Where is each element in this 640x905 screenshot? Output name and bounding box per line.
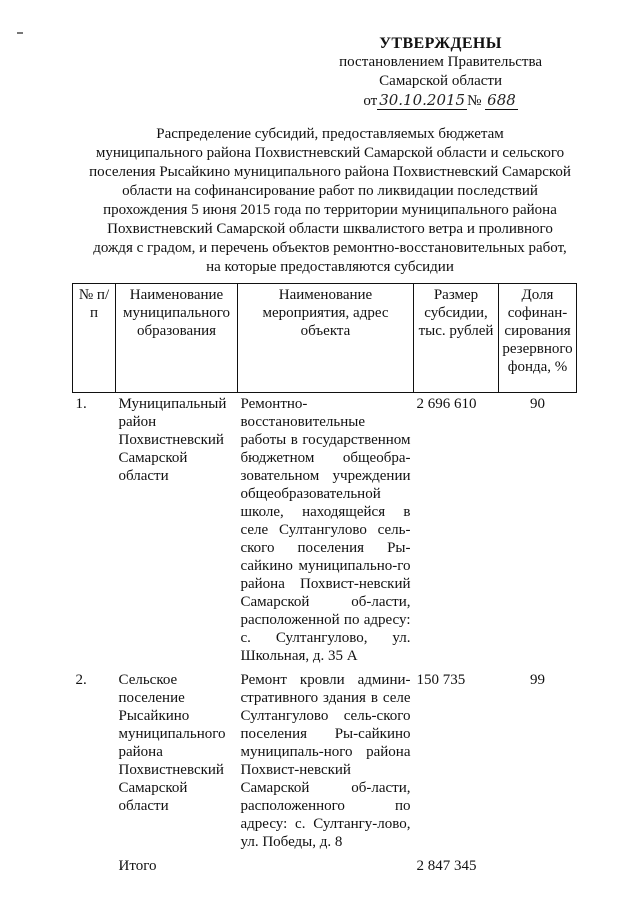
header-num: № п/п: [73, 284, 116, 393]
header-municipality: Наименование муниципального образования: [116, 284, 238, 393]
corner-mark: [17, 32, 23, 34]
heading-line: Похвистневский Самарской области шквалистого ветра и проливного: [107, 221, 553, 237]
heading-line: дождя с градом, и перечень объектов ремонтно-восстановительных работ,: [93, 240, 567, 256]
row-amount: 2 696 610: [416, 396, 477, 412]
row-municipality: Муниципальный район Похвистневский Самарской области: [118, 396, 227, 484]
row-amount: 150 735: [416, 672, 466, 688]
row-measure: Ремонтно-восстановительные работы в государственном бюджетном общеобра-зовательном учреждении общеобразовательной школе, находящейся в селе Султангулово сель-ского поселения Ры-сайкино муниципально-го района Похвист-невский Самарской об-ласти, расположенной по адресу: с. Султангулово, ул. Школьная, д. 35 А: [240, 396, 411, 664]
row-num: 2.: [75, 672, 87, 688]
row-share: 99: [530, 672, 545, 688]
row-num: 1.: [75, 396, 87, 412]
row-share: 90: [530, 396, 545, 412]
approval-dateline: [339, 91, 542, 111]
heading-line: поселения Рысайкино муниципального района Похвистневский Самарской: [89, 164, 571, 180]
number-prefix: №: [467, 93, 482, 109]
heading-line: прохождения 5 июня 2015 года по территории муниципального района: [103, 202, 557, 218]
approval-title: УТВЕРЖДЕНЫ: [379, 35, 502, 52]
header-share: Доля софинан-сирования резервного фонда, %: [499, 284, 577, 393]
handwritten-date: 30.10.2015: [379, 91, 466, 109]
subsidy-table: [72, 283, 577, 879]
heading-line: на которые предоставляются субсидии: [206, 259, 454, 275]
table-row: [73, 393, 577, 670]
handwritten-number: 688: [487, 91, 516, 109]
heading-line: муниципального района Похвистневский Самарской области и сельского: [95, 145, 565, 161]
total-empty-cell: [238, 855, 414, 879]
approval-line-1: постановлением Правительства: [339, 54, 542, 70]
header-measure: Наименование мероприятия, адрес объекта: [238, 284, 414, 393]
table-row: [73, 669, 577, 855]
row-municipality: Сельское поселение Рысайкино муниципального района Похвистневский Самарской области: [118, 672, 226, 814]
heading-line: Распределение субсидий, предоставляемых бюджетам: [156, 126, 504, 142]
total-empty-cell: [499, 855, 577, 879]
total-amount: 2 847 345: [416, 858, 477, 874]
header-amount: Размер субсидии, тыс. рублей: [414, 284, 499, 393]
approval-block: [339, 34, 542, 111]
date-prefix: от: [363, 93, 378, 109]
total-empty-cell: [73, 855, 116, 879]
document-heading: [60, 125, 600, 277]
total-label: Итого: [118, 858, 157, 874]
row-measure: Ремонт кровли админи-стративного здания в селе Султангулово сель-ского поселения Ры-сайкино муниципаль-ного района Похвист-невский Самарской об-ласти, расположенного по адресу: с. Султангу-лово, ул. Победы, д. 8: [240, 672, 411, 850]
approval-line-2: Самарской области: [379, 73, 502, 89]
total-row: [73, 855, 577, 879]
heading-line: области на софинансирование работ по ликвидации последствий: [122, 183, 538, 199]
table-header-row: [73, 284, 577, 393]
